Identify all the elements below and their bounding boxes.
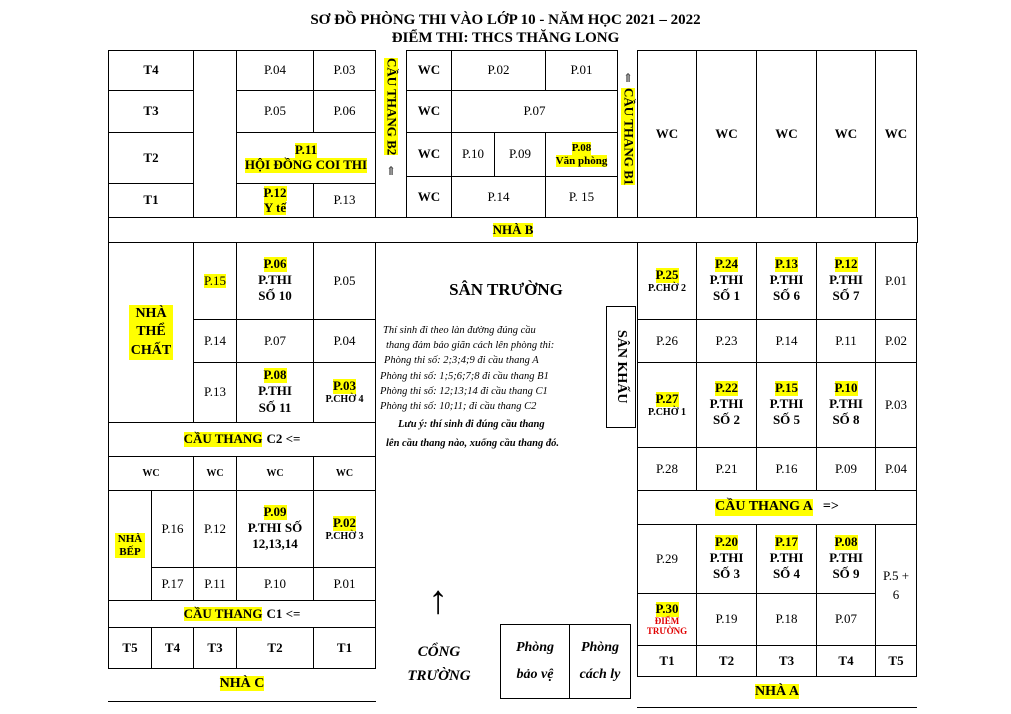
room-a-p21: P.21: [696, 447, 757, 491]
title-line1: SƠ ĐỒ PHÒNG THI VÀO LỚP 10 - NĂM HỌC 2021 – 2022: [310, 12, 701, 28]
floor-c-t2: T2: [236, 627, 314, 669]
room-b-p12: [236, 183, 314, 218]
pcho2-label: P.CHỜ 2: [648, 282, 686, 294]
nha-a-label: NHÀ A: [755, 684, 799, 699]
room-a-p20: [696, 524, 757, 594]
nha-bep: [108, 490, 152, 601]
floor-c-t4: T4: [151, 627, 194, 669]
room-a-p10: [816, 362, 876, 448]
p10-label: P.10: [834, 379, 858, 395]
floor-a-t3: T3: [756, 645, 817, 677]
luu-y-1: Lưu ý: thí sinh đi đúng cầu thang: [398, 419, 545, 431]
stair-c2-suffix: C2 <=: [266, 431, 301, 447]
wc-b-3: WC: [406, 132, 452, 177]
room-a-p25: [637, 242, 697, 320]
stair-a-label: CẦU THANG A: [715, 499, 813, 515]
pthi1-label: P.THI SỐ 1: [709, 271, 744, 304]
room-a-p23: P.23: [696, 319, 757, 363]
wc-c-4: WC: [313, 456, 376, 491]
wc-c-2: WC: [193, 456, 237, 491]
p06-label: P.06: [263, 255, 287, 271]
room-b-p15: P. 15: [545, 176, 618, 218]
p22-label: P.22: [715, 379, 738, 395]
pcho4-label: P.CHỜ 4: [325, 394, 364, 406]
room-c-p11: P.11: [193, 567, 237, 601]
pthi6-label: P.THI SỐ 6: [769, 271, 804, 304]
room-b-p13: P.13: [313, 183, 376, 218]
wc-top-5: WC: [875, 50, 917, 218]
stair-c2-label: CẦU THANG: [183, 431, 263, 447]
p15-label: P.15: [775, 379, 798, 395]
nha-c-label: NHÀ C: [219, 676, 265, 691]
stair-b2: [376, 50, 406, 218]
room-a-p07: P.07: [816, 593, 876, 646]
note-line: Phòng thi số: 10;11; đi cầu thang C2: [380, 401, 537, 413]
floor-c-t3: T3: [193, 627, 237, 669]
floor-a-t2: T2: [696, 645, 757, 677]
title-line2: ĐIỂM THI: THCS THĂNG LONG: [391, 30, 620, 46]
room-c-p07: P.07: [236, 319, 314, 363]
room-a-p17: [756, 524, 817, 594]
room-a-p19: P.19: [696, 593, 757, 646]
room-b-p07: P.07: [451, 90, 618, 133]
room-c-p06: [236, 242, 314, 320]
pthi5-label: P.THI SỐ 5: [769, 395, 804, 428]
room-b-p14: P.14: [451, 176, 546, 218]
pthi8-label: P.THI SỐ 8: [829, 395, 863, 428]
room-a-p01: P.01: [875, 242, 917, 320]
p13-label: P.13: [775, 255, 798, 271]
room-c-p16: P.16: [151, 490, 194, 568]
room-c-p05: P.05: [313, 242, 376, 320]
divider-a: [637, 707, 917, 708]
floor-t1: T1: [108, 183, 194, 218]
room-c-p01: P.01: [313, 567, 376, 601]
room-c-p15: [193, 242, 237, 320]
p12-label: P.12: [834, 255, 858, 271]
room-c-p08: [236, 362, 314, 423]
van-phong-label: Văn phòng: [555, 154, 608, 167]
nha-b-label: NHÀ B: [492, 221, 534, 237]
room-a-p18: P.18: [756, 593, 817, 646]
floor-a-t4: T4: [816, 645, 876, 677]
corridor-b: [193, 50, 237, 218]
luu-y-2: lên cầu thang nào, xuống cầu thang đó.: [386, 437, 560, 449]
room-c-p13: P.13: [193, 362, 237, 423]
instruction-note: [380, 323, 610, 451]
pthi9-label: P.THI SỐ 9: [829, 549, 863, 582]
room-a-p27: [637, 362, 697, 448]
room-a-p28: P.28: [637, 447, 697, 491]
p08-label: P.08: [571, 141, 592, 154]
room-a-p04: P.04: [875, 447, 917, 491]
cong-truong: CỔNG TRƯỜNG: [407, 644, 471, 684]
p17-label: P.17: [775, 533, 798, 549]
phong-bao-ve-label: Phòng bảo vệ: [515, 639, 555, 682]
stair-a: [637, 490, 917, 525]
san-khau: [606, 306, 636, 428]
p03-label: P.03: [333, 378, 356, 394]
room-b-p11: [236, 132, 376, 184]
note-line: thang đảm bảo giãn cách lên phòng thi:: [386, 340, 555, 352]
room-a-p09: P.09: [816, 447, 876, 491]
wc-c-3: WC: [236, 456, 314, 491]
wc-b-1: WC: [406, 50, 452, 91]
stair-a-arrow: =>: [822, 499, 839, 515]
stair-c1-label: CẦU THANG: [183, 605, 263, 621]
note-line: Phòng thi số: 12;13;14 đi cầu thang C1: [380, 385, 548, 397]
room-a-p30: [637, 593, 697, 646]
stair-c1-suffix: C1 <=: [266, 605, 301, 621]
room-a-p16: P.16: [756, 447, 817, 491]
room-a-p15: [756, 362, 817, 448]
nha-the-chat-label: NHÀ THỂ CHẤT: [129, 305, 173, 360]
room-b-p06: P.06: [313, 90, 376, 133]
room-a-p22: [696, 362, 757, 448]
p56-label: P.5 + 6: [882, 567, 910, 602]
gate-arrow-icon: ↑: [428, 577, 448, 622]
room-c-p09: [236, 490, 314, 568]
floor-c-t5: T5: [108, 627, 152, 669]
note-line: Thí sinh đi theo làn đường đúng cầu: [383, 325, 536, 336]
room-b-p04: P.04: [236, 50, 314, 91]
room-c-p17: P.17: [151, 567, 194, 601]
pthi7-label: P.THI SỐ 7: [829, 271, 863, 304]
note-line: Phòng thi số: 1;5;6;7;8 đi cầu thang B1: [380, 370, 549, 382]
wc-top-3: WC: [756, 50, 817, 218]
pthi4-label: P.THI SỐ 4: [769, 549, 804, 582]
p08-label: P.08: [263, 367, 287, 383]
p24-label: P.24: [715, 255, 738, 271]
arrow-up-icon: ⇑: [622, 71, 634, 85]
stair-b1-label: CẦU THANG B1: [621, 87, 637, 186]
room-a-p11: P.11: [816, 319, 876, 363]
room-b-p10: P.10: [451, 132, 495, 177]
hoi-dong-coi-thi-label: HỘI ĐỒNG COI THI: [244, 157, 368, 172]
wc-top-4: WC: [816, 50, 876, 218]
nha-c-label-wrap: [108, 676, 376, 692]
wc-b-4: WC: [406, 176, 452, 218]
floor-c-t1: T1: [313, 627, 376, 669]
san-khau-label: SÂN KHẤU: [614, 330, 630, 404]
floor-a-t1: T1: [637, 645, 697, 677]
room-c-p03: [313, 362, 376, 423]
room-c-p10: P.10: [236, 567, 314, 601]
p20-label: P.20: [715, 533, 738, 549]
pthi10-label: P.THI SỐ 10: [258, 271, 292, 304]
wc-b-2: WC: [406, 90, 452, 133]
wc-top-2: WC: [696, 50, 757, 218]
p15-label: P.15: [203, 272, 227, 288]
p09-label: P.09: [263, 503, 287, 519]
pthi121314-label: P.THI SỐ 12,13,14: [247, 519, 303, 552]
p02-label: P.02: [333, 514, 356, 530]
floor-t4: T4: [108, 50, 194, 91]
room-a-p29: P.29: [637, 524, 697, 594]
p12-label: P.12: [263, 184, 287, 200]
san-truong: SÂN TRƯỜNG: [449, 280, 563, 299]
nha-b-band: [108, 217, 918, 243]
floor-t2: T2: [108, 132, 194, 184]
floor-a-t5: T5: [875, 645, 917, 677]
stair-c1: [108, 600, 376, 628]
phong-cach-ly: [569, 624, 631, 699]
nha-bep-label: NHÀ BẾP: [115, 533, 145, 558]
room-b-p01: P.01: [545, 50, 618, 91]
diem-truong-label: ĐIỂM TRƯỜNG: [646, 616, 688, 636]
room-b-p08: [545, 132, 618, 177]
room-c-p14: P.14: [193, 319, 237, 363]
room-c-p04: P.04: [313, 319, 376, 363]
p08-label: P.08: [834, 533, 858, 549]
p11-label: P.11: [294, 142, 318, 158]
room-c-p02: [313, 490, 376, 568]
phong-bao-ve: [500, 624, 570, 699]
pcho3-label: P.CHỜ 3: [325, 530, 364, 542]
p30-label: P.30: [655, 601, 679, 617]
p27-label: P.27: [655, 390, 679, 406]
nha-the-chat: [108, 242, 194, 423]
arrow-up-icon: ⇑: [385, 164, 397, 179]
room-c-p12: P.12: [193, 490, 237, 568]
room-a-p08: [816, 524, 876, 594]
pcho1-label: P.CHỜ 1: [648, 406, 686, 418]
room-a-p12: [816, 242, 876, 320]
wc-top-1: WC: [637, 50, 697, 218]
phong-cach-ly-label: Phòng cách ly: [579, 639, 621, 682]
nha-a-label-wrap: [637, 684, 917, 700]
p25-label: P.25: [655, 266, 679, 282]
room-a-p03: P.03: [875, 362, 917, 448]
note-line: Phòng thi số: 2;3;4;9 đi cầu thang A: [384, 355, 539, 367]
room-a-p26: P.26: [637, 319, 697, 363]
room-a-p02: P.02: [875, 319, 917, 363]
room-a-p14: P.14: [756, 319, 817, 363]
pthi11-label: P.THI SỐ 11: [258, 383, 292, 415]
pthi3-label: P.THI SỐ 3: [709, 549, 744, 582]
stair-c2: [108, 422, 376, 457]
stair-b1: [618, 50, 638, 218]
room-a-p24: [696, 242, 757, 320]
room-b-p02: P.02: [451, 50, 546, 91]
pthi2-label: P.THI SỐ 2: [709, 395, 744, 428]
divider-c: [108, 701, 376, 702]
yte-label: Y tế: [263, 199, 287, 215]
room-a-p13: [756, 242, 817, 320]
room-b-p03: P.03: [313, 50, 376, 91]
room-a-p56: [875, 524, 917, 646]
room-b-p05: P.05: [236, 90, 314, 133]
wc-c-1: WC: [108, 456, 194, 491]
floor-t3: T3: [108, 90, 194, 133]
stair-b2-label: CẦU THANG B2: [384, 58, 400, 156]
room-b-p09: P.09: [494, 132, 546, 177]
